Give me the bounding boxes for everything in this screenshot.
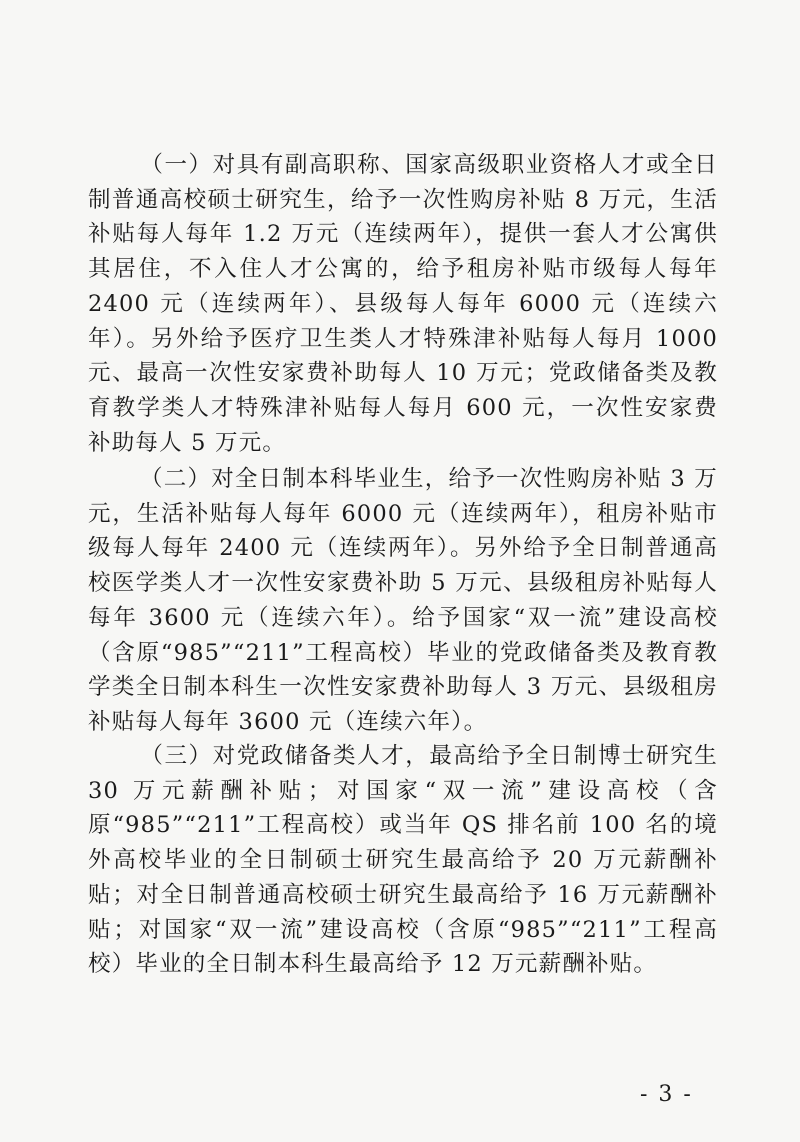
paragraph-2 — [88, 462, 718, 740]
page-number: - 3 - — [640, 1082, 693, 1107]
paragraph-3-text: （三）对党政储备类人才，最高给予全日制博士研究生 30 万元薪酬补贴；对国家“双一流”建设高校（含原“985”“211”工程高校）或当年 QS 排名前 100 名的境外高校毕业的全日制硕士研究生最高给予 20 万元薪酬补贴；对全日制普通高校硕士研究生最高给予 16 万元薪酬补贴；对国家“双一流”建设高校（含原“985”“211”工程高校）毕业的全日制本科生最高给予 12 万元薪酬补贴。 — [88, 743, 718, 978]
paragraph-1 — [88, 148, 718, 460]
paragraph-3 — [88, 739, 718, 982]
paragraph-1-text: （一）对具有副高职称、国家高级职业资格人才或全日制普通高校硕士研究生，给予一次性购房补贴 8 万元，生活补贴每人每年 1.2 万元（连续两年），提供一套人才公寓供其居住，不入住人才公寓的，给予租房补贴市级每人每年 2400 元（连续两年）、县级每人每年 6000 元（连续六年）。另外给予医疗卫生类人才特殊津补贴每人每月 1000 元、最高一次性安家费补助每人 10 万元；党政储备类及教育教学类人才特殊津补贴每人每月 600 元，一次性安家费补助每人 5 万元。 — [88, 152, 718, 456]
paragraph-2-text: （二）对全日制本科毕业生，给予一次性购房补贴 3 万元，生活补贴每人每年 6000 元（连续两年），租房补贴市级每人每年 2400 元（连续两年）。另外给予全日制普通高校医学类人才一次性安家费补助 5 万元、县级租房补贴每人每年 3600 元（连续六年）。给予国家“双一流”建设高校（含原“985”“211”工程高校）毕业的党政储备类及教育教学类全日制本科生一次性安家费补助每人 3 万元、县级租房补贴每人每年 3600 元（连续六年）。 — [88, 466, 718, 735]
